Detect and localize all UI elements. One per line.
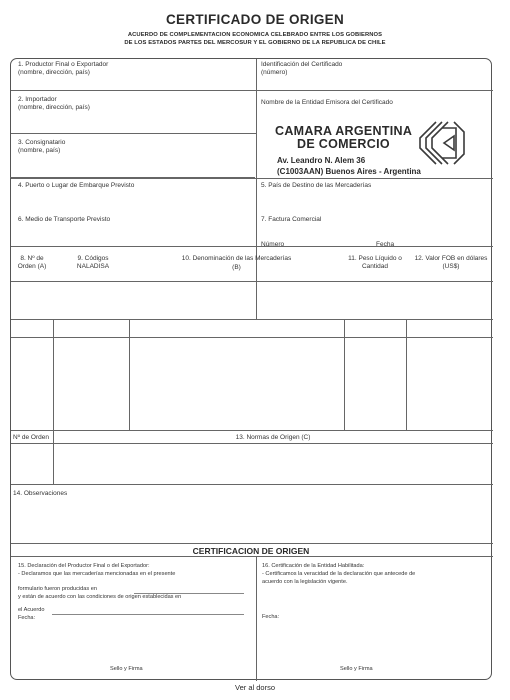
row6-bottom-line — [11, 319, 493, 320]
exporter-sublabel: (nombre, dirección, país) — [18, 69, 90, 76]
row1-bottom-line — [11, 90, 256, 91]
invoice-date-label: Fecha — [376, 241, 395, 248]
certification-heading: CERTIFICACION DE ORIGEN — [192, 546, 310, 556]
goods-header-line — [11, 337, 493, 338]
agreement-subtitle-line1: ACUERDO DE COMPLEMENTACION ECONOMICA CELEBRADO ENTRE LOS GOBIERNOS — [127, 32, 383, 38]
entity-certification-line2: acuerdo con la legislación vigente. — [262, 579, 348, 585]
declaration-line4: el Acuerdo — [18, 607, 45, 613]
importer-sublabel: (nombre, dirección, país) — [18, 104, 90, 111]
certificate-id-label: Identificación del Certificado — [261, 61, 343, 68]
embark-port-label: 4. Puerto o Lugar de Embarque Previsto — [18, 182, 135, 189]
issuing-entity-label: Nombre de la Entidad Emisora del Certificado — [261, 99, 393, 106]
row4-bottom-line — [11, 281, 493, 282]
entity-date-label: Fecha: — [262, 614, 280, 620]
id-bottom-line — [256, 90, 493, 91]
row2-bottom-line — [11, 133, 256, 134]
entity-certification-title: 16. Certificación de la Entidad Habilitada: — [262, 563, 365, 569]
origin-norms-label: 13. Normas de Origen (C) — [235, 434, 311, 441]
row6-divider — [256, 281, 257, 319]
certificacion-divider — [256, 556, 257, 681]
issuer-address-line1: Av. Leandro N. Alem 36 — [277, 156, 366, 165]
transport-label: 6. Medio de Transporte Previsto — [18, 216, 111, 223]
goods-table-bottom-line — [11, 430, 493, 431]
destination-country-label: 5. País de Destino de las Mercaderías — [261, 182, 372, 189]
entity-certification-line1: - Certificamos la veracidad de la declaración que antecede de — [262, 571, 416, 577]
goods-col-divider-3 — [344, 319, 345, 430]
issuer-name-line1: CAMARA ARGENTINA — [275, 124, 413, 138]
norms-header-line — [11, 443, 493, 444]
declaration-line2: formulario fueron producidas en — [18, 586, 97, 592]
certificacion-heading-line — [11, 556, 493, 557]
order-number-header: 8. Nº de Orden (A) — [17, 255, 47, 270]
importer-label: 2. Importador — [18, 96, 57, 103]
invoice-label: 7. Factura Comercial — [261, 216, 322, 223]
camara-argentina-logo-icon — [414, 118, 470, 168]
agreement-line — [52, 614, 244, 615]
top-column-divider — [256, 59, 257, 246]
goods-col-divider-1 — [53, 319, 54, 485]
fob-value-header: 12. Valor FOB en dólares (US$) — [414, 255, 488, 270]
consignee-sublabel: (nombre, país) — [18, 147, 61, 154]
invoice-number-label: Número — [261, 241, 285, 248]
entity-seal-signature: Sello y Firma — [340, 666, 373, 672]
consignee-label: 3. Consignatario — [18, 139, 66, 146]
declaration-seal-signature: Sello y Firma — [110, 666, 143, 672]
observations-label: 14. Observaciones — [13, 490, 68, 497]
norms-order-label: Nº de Orden — [13, 434, 49, 441]
row-consignee-bottom-line — [11, 246, 493, 247]
goods-description-header: 10. Denominación de las Mercaderías — [181, 255, 292, 262]
certificate-id-sublabel: (número) — [261, 69, 288, 76]
declaration-line3: y están de acuerdo con las condiciones de origen establecidas en — [18, 594, 182, 600]
row3-bottom-line — [11, 178, 493, 179]
declaration-line1: - Declaramos que las mercaderías mencionadas en el presente — [18, 571, 176, 577]
see-reverse-note: Ver al dorso — [234, 683, 276, 692]
issuer-name-line2: DE COMERCIO — [297, 137, 390, 151]
naladisa-codes-header: 9. Códigos NALADISA — [76, 255, 110, 270]
goods-description-header-b: (B) — [232, 264, 241, 271]
document-title: CERTIFICADO DE ORIGEN — [165, 12, 345, 27]
exporter-label: 1. Productor Final o Exportador — [18, 61, 109, 68]
row2-lower-line — [10, 177, 255, 178]
observaciones-bottom-line — [11, 543, 493, 544]
declaration-title: 15. Declaración del Productor Final o del Exportador: — [18, 563, 150, 569]
goods-col-divider-2 — [129, 319, 130, 430]
goods-col-divider-4 — [406, 319, 407, 430]
norms-bottom-line — [11, 484, 493, 485]
declaration-date-label: Fecha: — [18, 615, 36, 621]
agreement-subtitle-line2: DE LOS ESTADOS PARTES DEL MERCOSUR Y EL GOBIERNO DE LA REPUBLICA DE CHILE — [124, 40, 386, 46]
weight-quantity-header: 11. Peso Líquido o Cantidad — [348, 255, 402, 270]
issuer-address-line2: (C1003AAN) Buenos Aires - Argentina — [277, 167, 421, 176]
